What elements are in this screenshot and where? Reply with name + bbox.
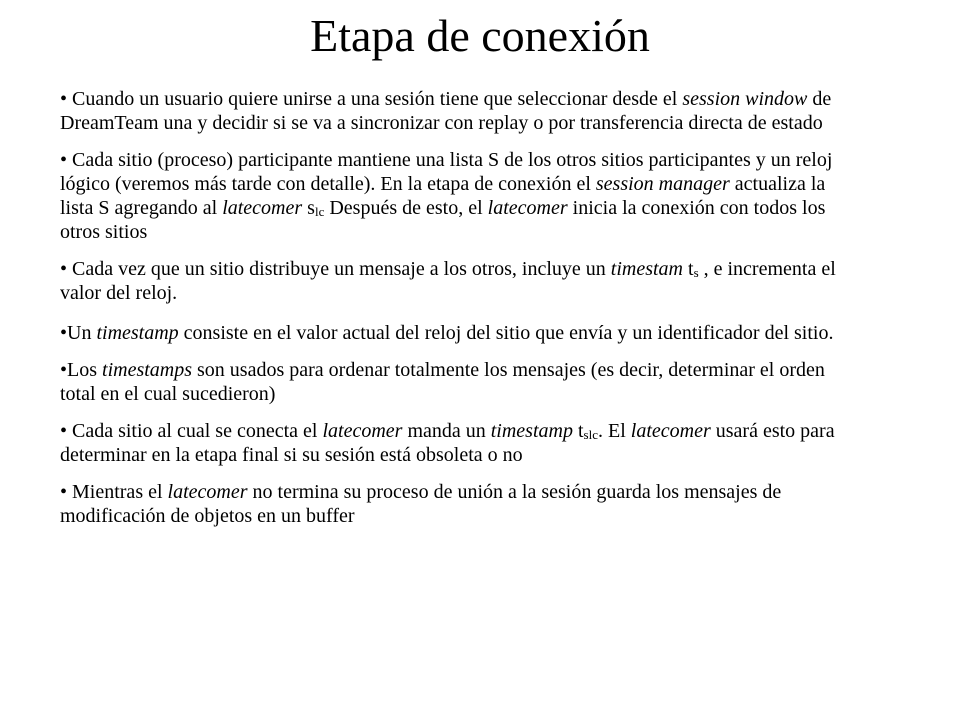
bullet-paragraph bbox=[60, 148, 860, 244]
slide-title: Etapa de conexión bbox=[310, 10, 650, 61]
text-segment: manda un bbox=[402, 420, 491, 442]
text-segment: actualiza la lista S agregando al bbox=[60, 173, 826, 219]
text-segment: inicia la conexión con todos los otros sitios bbox=[60, 197, 826, 243]
subscript: slc bbox=[583, 427, 598, 442]
text-segment: de DreamTeam una y decidir si se va a sincronizar con replay o por transferencia directa de estado bbox=[60, 88, 832, 134]
text-segment: . El bbox=[597, 420, 631, 442]
italic-term: latecomer bbox=[167, 481, 248, 503]
italic-term: latecomer bbox=[630, 420, 711, 442]
text-segment: , e incrementa el valor del reloj. bbox=[60, 258, 836, 304]
italic-term: latecomer bbox=[222, 197, 303, 219]
subscript: lc bbox=[314, 204, 325, 219]
text-segment: • Cuando un usuario quiere unirse a una sesión tiene que seleccionar desde el bbox=[60, 88, 683, 110]
text-segment: no termina su proceso de unión a la sesión guarda los mensajes de modificación de objetos en un buffer bbox=[60, 481, 782, 527]
bullet-paragraph bbox=[60, 257, 860, 305]
italic-term: timestamps bbox=[102, 359, 193, 381]
italic-term: latecomer bbox=[487, 197, 568, 219]
text-segment: t bbox=[683, 258, 694, 280]
italic-term: latecomer bbox=[322, 420, 403, 442]
text-segment: •Un bbox=[60, 322, 97, 344]
text-segment: • Cada vez que un sitio distribuye un mensaje a los otros, incluye un bbox=[60, 258, 611, 280]
text-segment: consiste en el valor actual del reloj del sitio que envía y un identificador del sitio. bbox=[178, 322, 834, 344]
bullet-paragraph bbox=[60, 480, 860, 528]
italic-term: session window bbox=[682, 88, 808, 110]
bullet-list bbox=[60, 87, 860, 528]
text-segment: •Los bbox=[60, 359, 103, 381]
italic-term: session manager bbox=[595, 173, 730, 195]
italic-term: timestamp bbox=[96, 322, 179, 344]
text-segment: t bbox=[572, 420, 584, 442]
bullet-paragraph bbox=[60, 358, 860, 406]
bullet-paragraph bbox=[60, 321, 860, 345]
text-segment: Después de esto, el bbox=[324, 197, 488, 219]
subscript: s bbox=[693, 265, 699, 280]
text-segment: son usados para ordenar totalmente los mensajes (es decir, determinar el orden total en el cual sucedieron) bbox=[60, 359, 825, 405]
italic-term: timestam bbox=[610, 258, 683, 280]
text-segment: • Mientras el bbox=[60, 481, 168, 503]
text-segment: s bbox=[302, 197, 315, 219]
italic-term: timestamp bbox=[490, 420, 573, 442]
bullet-paragraph bbox=[60, 87, 860, 135]
text-segment: • Cada sitio (proceso) participante mantiene una lista S de los otros sitios participantes y un reloj lógico (veremos más tarde con detalle). En la etapa de conexión el bbox=[60, 149, 833, 195]
text-segment: • Cada sitio al cual se conecta el bbox=[60, 420, 323, 442]
bullet-paragraph bbox=[60, 419, 860, 467]
text-segment: usará esto para determinar en la etapa final si su sesión está obsoleta o no bbox=[60, 420, 835, 466]
